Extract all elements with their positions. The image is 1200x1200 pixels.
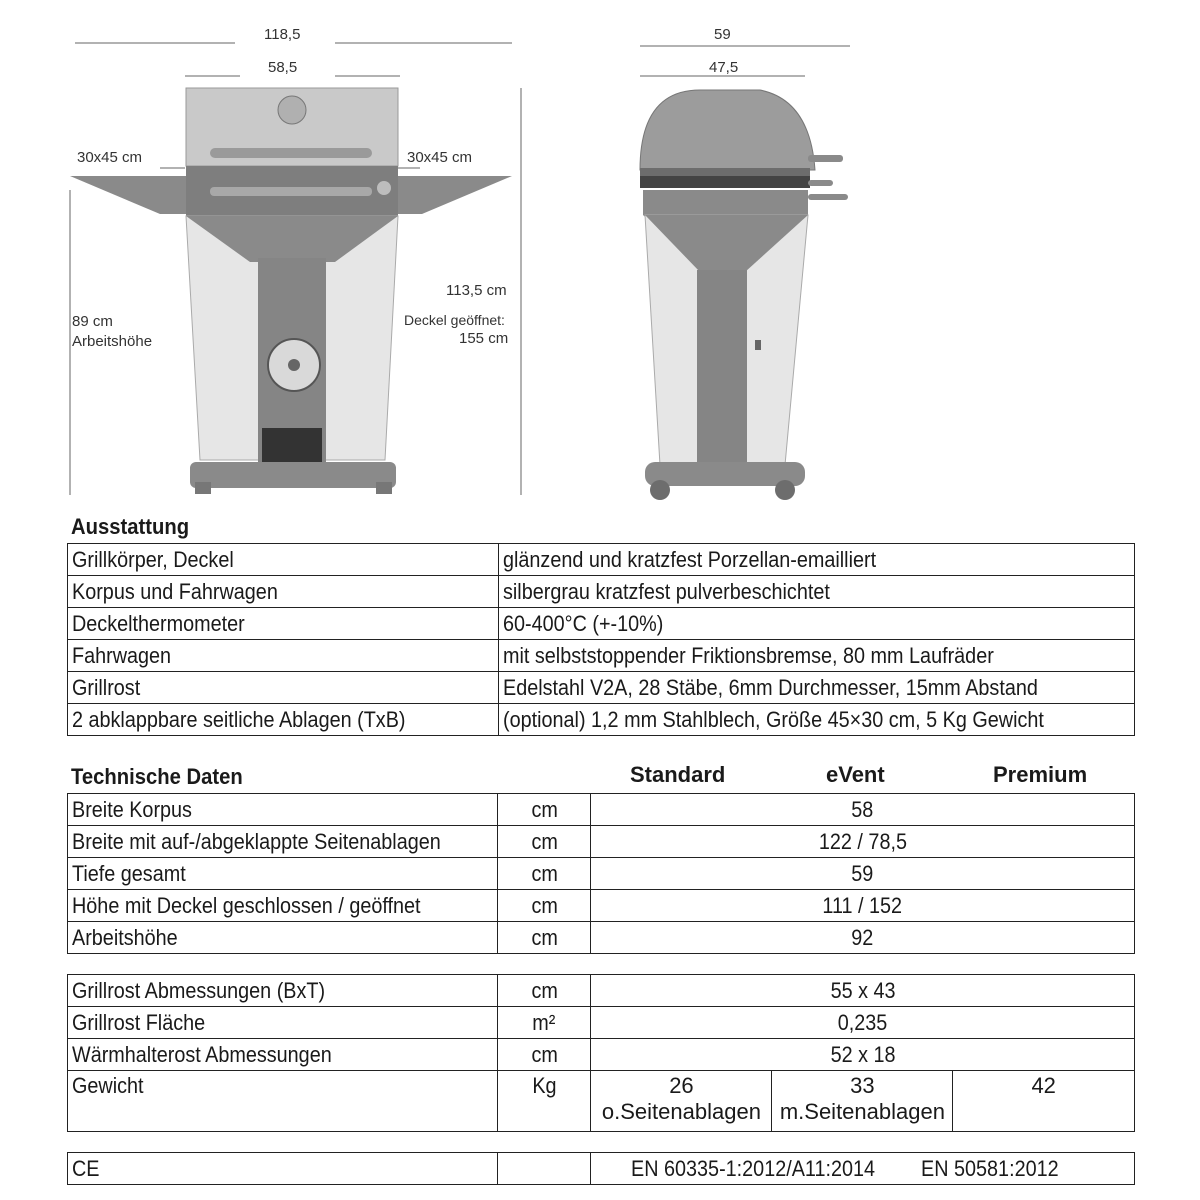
dim-height-total: 113,5 cm bbox=[446, 282, 507, 299]
table-row bbox=[68, 890, 1135, 922]
ce-norm-2: EN 50581:2012 bbox=[920, 1156, 1059, 1181]
feature-label: Grillrost bbox=[68, 672, 499, 704]
dim-total-width: 118,5 bbox=[264, 26, 301, 43]
weight-event-value: 33 bbox=[850, 1073, 875, 1098]
column-header-standard: Standard bbox=[630, 762, 726, 787]
feature-value: (optional) 1,2 mm Stahlblech, Größe 45×30 cm, 5 Kg Gewicht bbox=[499, 704, 1135, 736]
spec-value: 59 bbox=[591, 858, 1135, 890]
feature-value: silbergrau kratzfest pulverbeschichtet bbox=[499, 576, 1135, 608]
spec-unit: cm bbox=[497, 826, 591, 858]
table-row bbox=[68, 608, 1135, 640]
spec-unit: Kg bbox=[497, 1071, 591, 1132]
feature-value: mit selbststoppender Friktionsbremse, 80 mm Laufräder bbox=[499, 640, 1135, 672]
ce-norm-1: EN 60335-1:2012/A11:2014 bbox=[631, 1156, 876, 1181]
table-row bbox=[68, 576, 1135, 608]
feature-label: Grillkörper, Deckel bbox=[68, 544, 499, 576]
spec-label: Gewicht bbox=[68, 1071, 498, 1132]
table-row bbox=[68, 794, 1135, 826]
table-row bbox=[68, 1039, 1135, 1071]
spec-label: Breite Korpus bbox=[68, 794, 498, 826]
spec-value: 111 / 152 bbox=[591, 890, 1135, 922]
spec-unit: cm bbox=[497, 890, 591, 922]
dim-lid-open-height: 155 cm bbox=[459, 330, 509, 347]
dim-shelf-right: 30x45 cm bbox=[407, 149, 473, 166]
ce-norms bbox=[591, 1153, 1135, 1185]
weight-standard-note: o.Seitenablagen bbox=[601, 1099, 761, 1124]
weight-premium bbox=[953, 1071, 1135, 1132]
grill-dimension-drawing bbox=[0, 0, 1200, 510]
dim-body-depth: 47,5 bbox=[709, 59, 739, 76]
spec-value: 92 bbox=[591, 922, 1135, 954]
spec-value: 52 x 18 bbox=[591, 1039, 1135, 1071]
dim-body-width: 58,5 bbox=[268, 59, 298, 76]
weight-standard bbox=[591, 1071, 772, 1132]
table-row bbox=[68, 975, 1135, 1007]
column-header-premium: Premium bbox=[993, 762, 1088, 787]
technische-daten-table bbox=[67, 793, 1135, 1185]
table-row bbox=[68, 1007, 1135, 1039]
table-row bbox=[68, 922, 1135, 954]
table-row bbox=[68, 704, 1135, 736]
spec-unit bbox=[497, 1153, 591, 1185]
table-row bbox=[68, 640, 1135, 672]
spec-label: Wärmhalterost Abmessungen bbox=[68, 1039, 498, 1071]
technische-daten-title: Technische Daten bbox=[71, 764, 243, 789]
spec-value: 122 / 78,5 bbox=[591, 826, 1135, 858]
spec-label: Breite mit auf-/abgeklappte Seitenablagen bbox=[68, 826, 498, 858]
table-row bbox=[68, 544, 1135, 576]
spec-label: CE bbox=[68, 1153, 498, 1185]
dim-work-height-label: Arbeitshöhe bbox=[72, 333, 153, 350]
dim-shelf-left: 30x45 cm bbox=[77, 149, 143, 166]
spec-label: Höhe mit Deckel geschlossen / geöffnet bbox=[68, 890, 498, 922]
spec-value: 58 bbox=[591, 794, 1135, 826]
dim-lid-open-label: Deckel geöffnet: bbox=[404, 312, 505, 328]
spec-value: 55 x 43 bbox=[591, 975, 1135, 1007]
table-spacer bbox=[68, 954, 1135, 975]
spec-label: Arbeitshöhe bbox=[68, 922, 498, 954]
spec-unit: cm bbox=[497, 1039, 591, 1071]
spec-unit: cm bbox=[497, 858, 591, 890]
spec-unit: cm bbox=[497, 975, 591, 1007]
weight-event bbox=[772, 1071, 953, 1132]
feature-label: Deckelthermometer bbox=[68, 608, 499, 640]
spec-value: 0,235 bbox=[591, 1007, 1135, 1039]
table-row-gewicht bbox=[68, 1071, 1135, 1132]
feature-value: glänzend und kratzfest Porzellan-emailliert bbox=[499, 544, 1135, 576]
spec-unit: m² bbox=[497, 1007, 591, 1039]
table-row bbox=[68, 858, 1135, 890]
feature-label: Fahrwagen bbox=[68, 640, 499, 672]
ausstattung-table bbox=[67, 543, 1135, 736]
feature-label: 2 abklappbare seitliche Ablagen (TxB) bbox=[68, 704, 499, 736]
table-row bbox=[68, 672, 1135, 704]
spec-label: Tiefe gesamt bbox=[68, 858, 498, 890]
grill-illustration bbox=[0, 0, 1200, 510]
table-row bbox=[68, 826, 1135, 858]
table-spacer bbox=[68, 1132, 1135, 1153]
feature-value: 60-400°C (+-10%) bbox=[499, 608, 1135, 640]
weight-premium-value: 42 bbox=[1031, 1073, 1056, 1098]
dim-total-depth: 59 bbox=[714, 26, 731, 43]
table-row-ce bbox=[68, 1153, 1135, 1185]
ausstattung-title: Ausstattung bbox=[71, 514, 190, 539]
feature-value: Edelstahl V2A, 28 Stäbe, 6mm Durchmesser, 15mm Abstand bbox=[499, 672, 1135, 704]
feature-label: Korpus und Fahrwagen bbox=[68, 576, 499, 608]
column-header-event: eVent bbox=[826, 762, 885, 787]
spec-unit: cm bbox=[497, 922, 591, 954]
spec-label: Grillrost Fläche bbox=[68, 1007, 498, 1039]
spec-unit: cm bbox=[497, 794, 591, 826]
spec-label: Grillrost Abmessungen (BxT) bbox=[68, 975, 498, 1007]
weight-event-note: m.Seitenablagen bbox=[779, 1099, 945, 1124]
dim-work-height: 89 cm bbox=[72, 313, 113, 330]
weight-standard-value: 26 bbox=[669, 1073, 694, 1098]
